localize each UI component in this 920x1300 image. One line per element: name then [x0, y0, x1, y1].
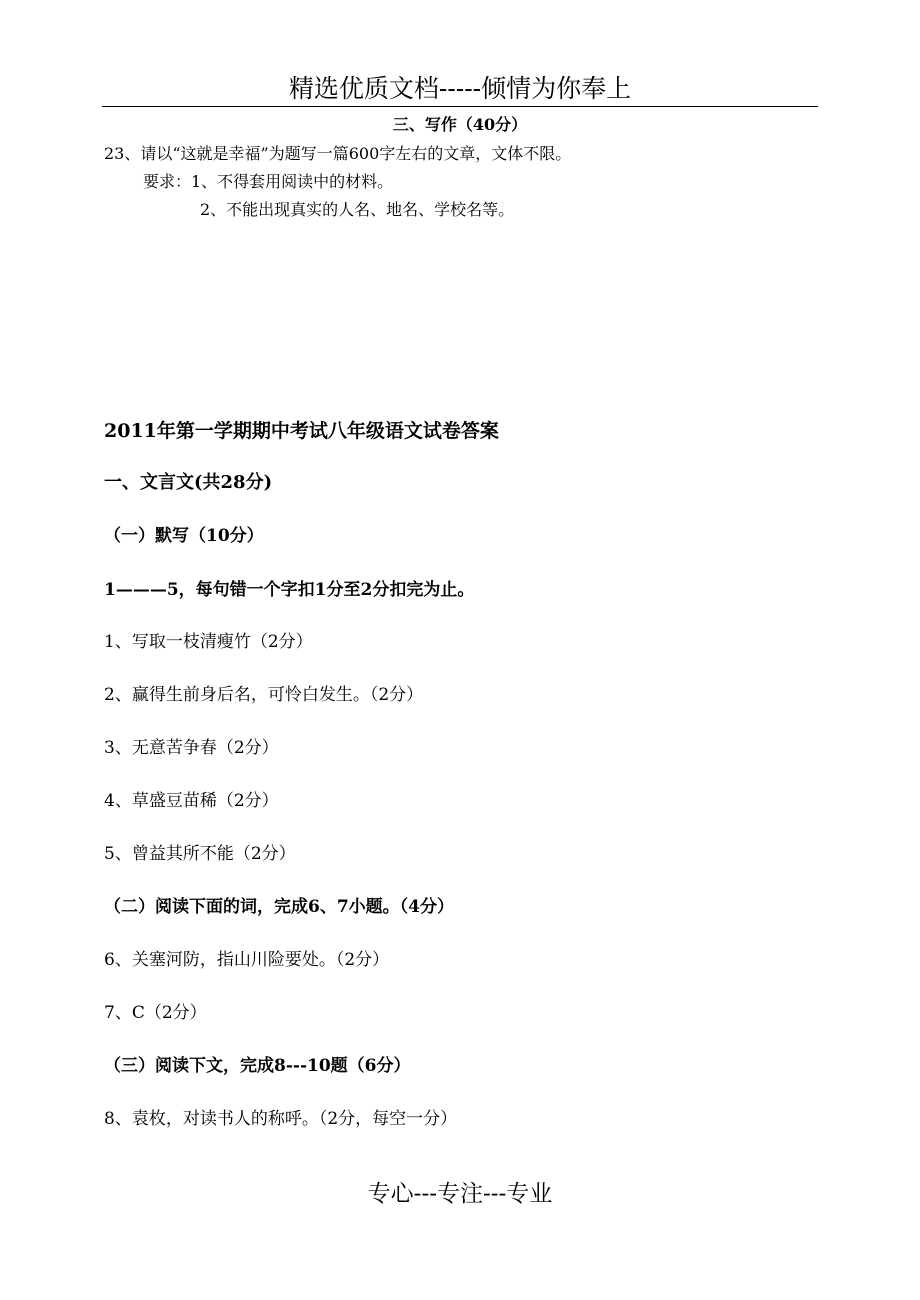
- answer-item: 1、写取一枝清瘦竹（2分）: [104, 632, 313, 652]
- answer-item-6: 6、关塞河防，指山川险要处。（2分）: [104, 950, 390, 970]
- answer-key-title: 2011年第一学期期中考试八年级语文试卷答案: [104, 420, 499, 442]
- writing-question-23: 23、请以“这就是幸福”为题写一篇600字左右的文章，文体不限。: [104, 144, 572, 163]
- writing-requirement-1: 要求：1、不得套用阅读中的材料。: [143, 172, 394, 191]
- part-1-heading: 一、文言文(共28分): [104, 472, 273, 493]
- subsection-1-heading: （一）默写（10分）: [104, 526, 264, 546]
- scoring-rule: 1———5，每句错一个字扣1分至2分扣完为止。: [104, 580, 475, 600]
- answer-item-8: 8、袁枚，对读书人的称呼。（2分，每空一分）: [104, 1109, 458, 1129]
- header-divider: [102, 106, 818, 107]
- answer-item: 2、赢得生前身后名，可怜白发生。（2分）: [104, 685, 424, 705]
- page-header-title: 精选优质文档-----倾情为你奉上: [288, 74, 632, 103]
- answer-item-7: 7、C（2分）: [104, 1003, 207, 1023]
- writing-section-title: 三、写作（40分）: [392, 115, 528, 134]
- subsection-3-heading: （三）阅读下文，完成8---10题（6分）: [104, 1056, 411, 1076]
- writing-requirement-2: 2、不能出现真实的人名、地名、学校名等。: [200, 200, 515, 219]
- subsection-2-heading: （二）阅读下面的词，完成6、7小题。（4分）: [104, 897, 454, 917]
- page-footer: 专心---专注---专业: [367, 1181, 553, 1207]
- answer-item: 4、草盛豆苗稀（2分）: [104, 791, 279, 811]
- answer-item: 5、曾益其所不能（2分）: [104, 844, 296, 864]
- answer-item: 3、无意苦争春（2分）: [104, 738, 279, 758]
